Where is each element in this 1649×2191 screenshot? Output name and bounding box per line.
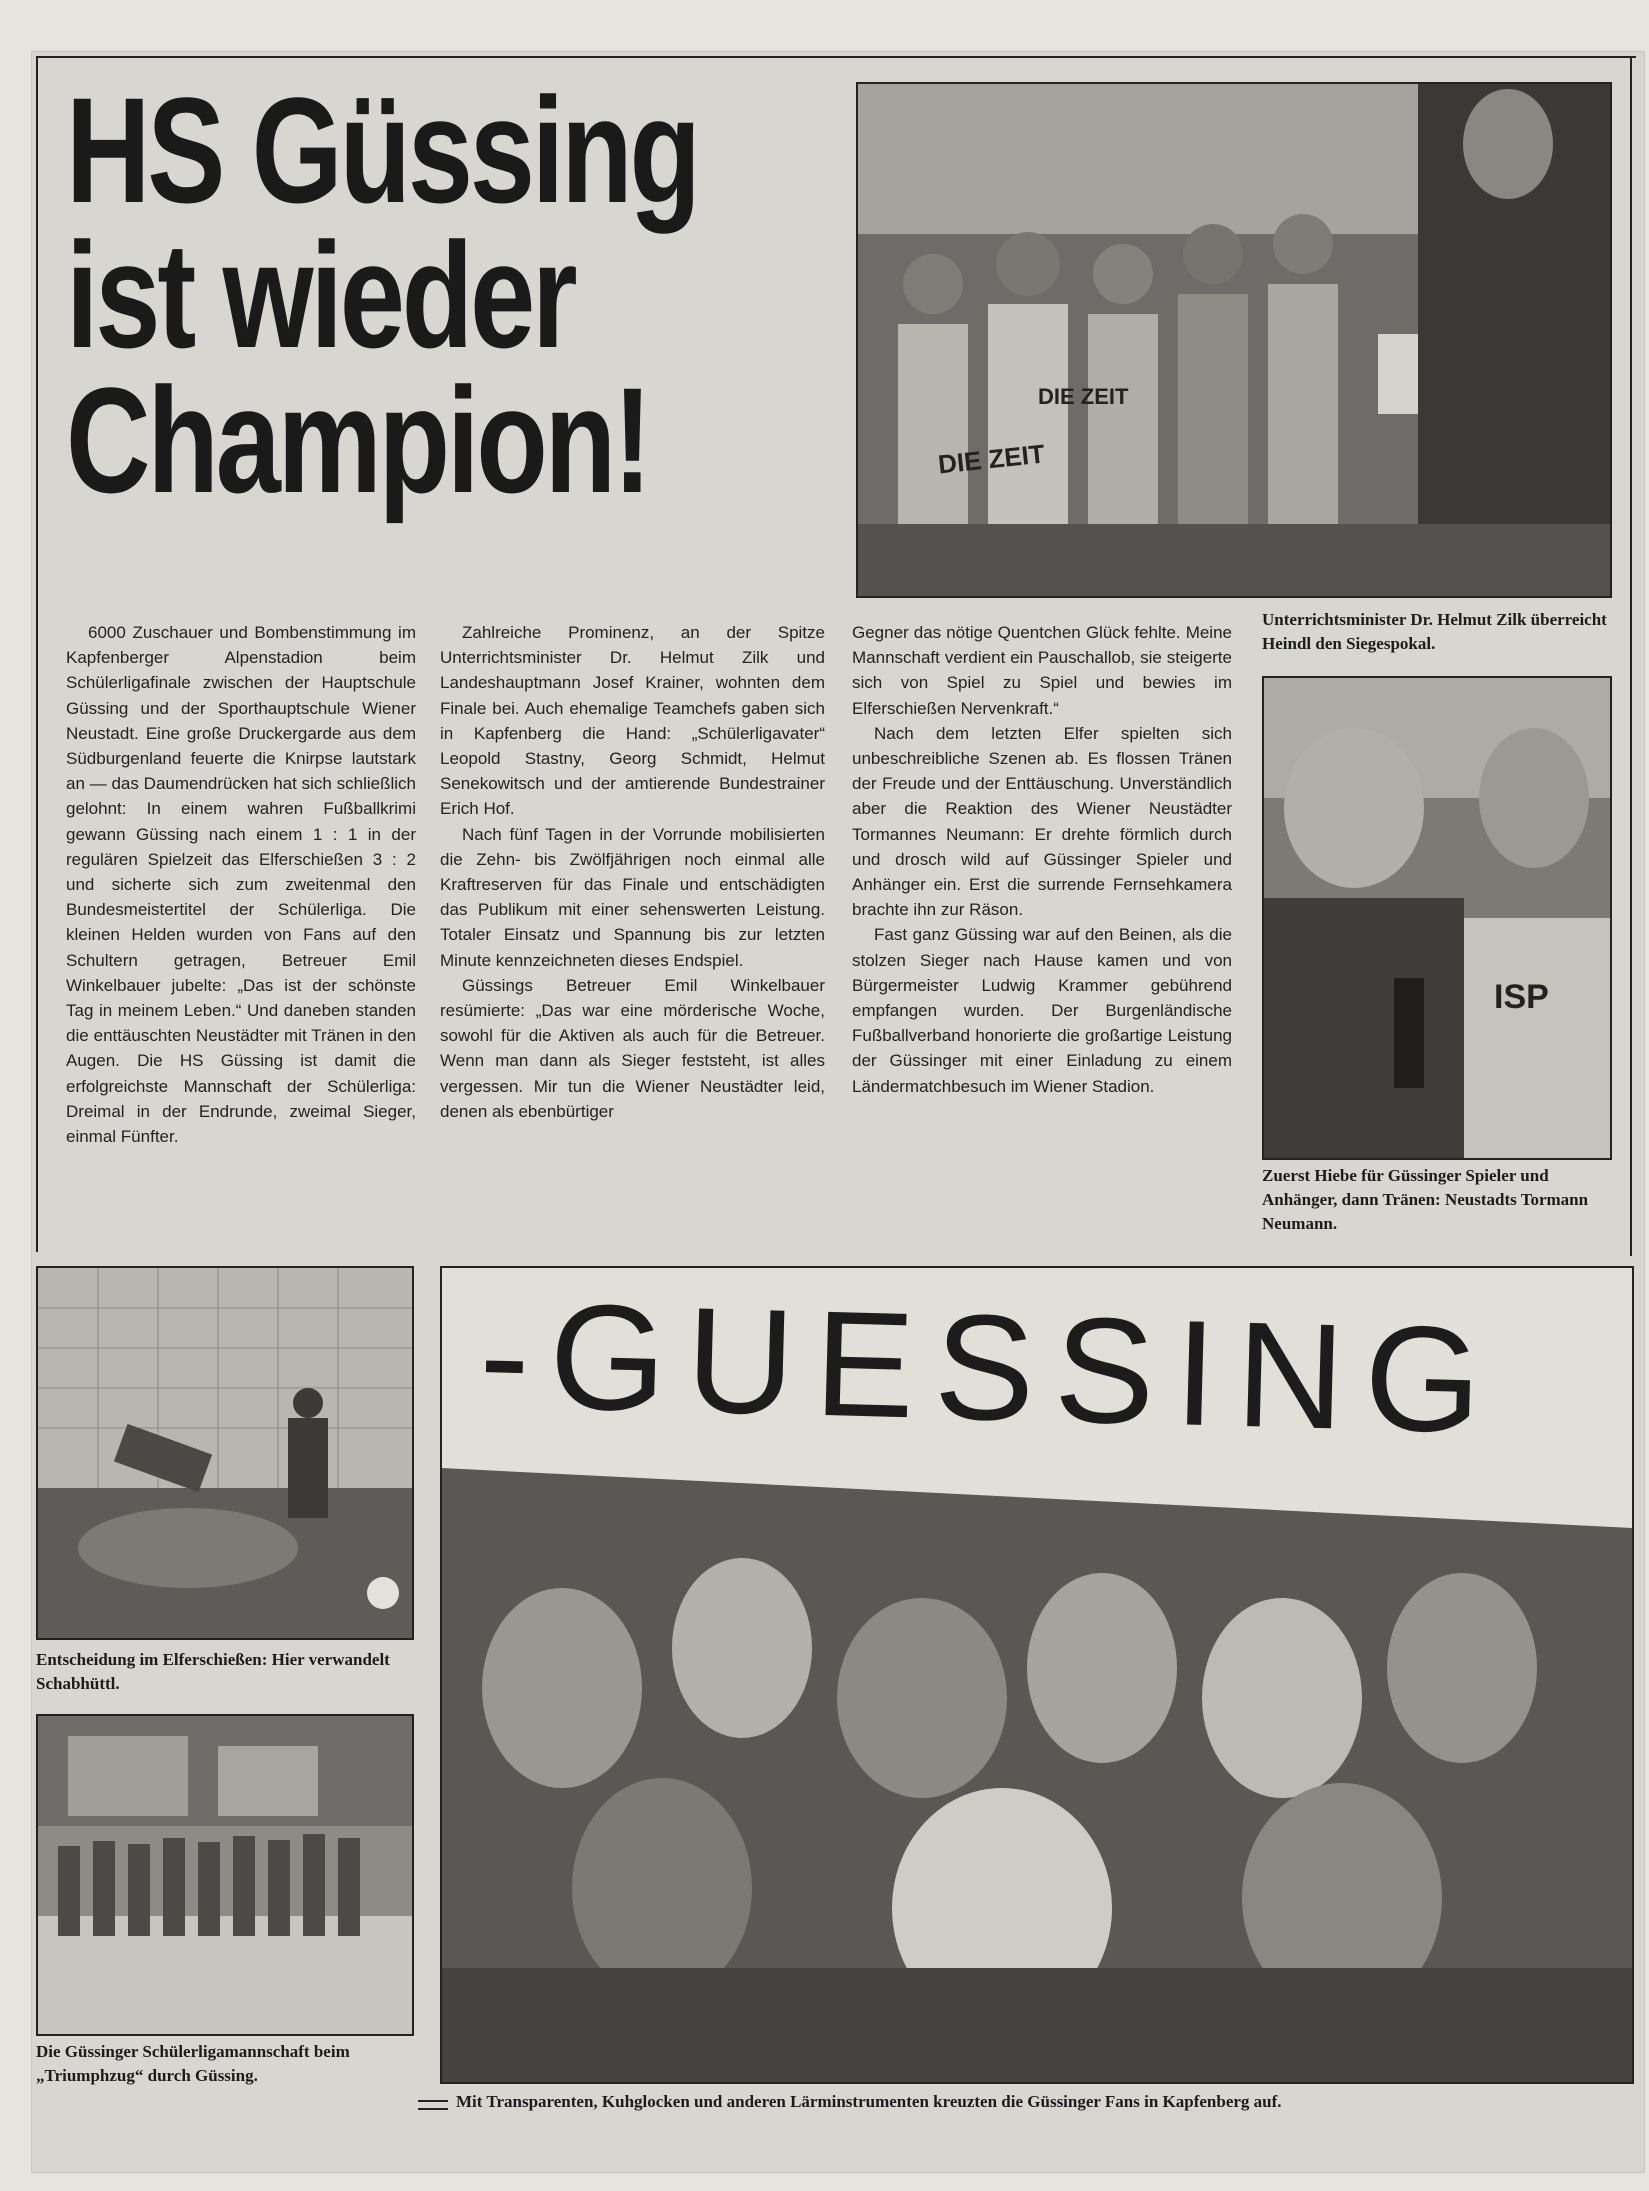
photo-trophy-presentation [856, 82, 1612, 598]
column-3-paragraph-2: Nach dem letzten Elfer spielten sich unbeschreibliche Szenen ab. Es flossen Tränen der Freude und der Enttäuschung. Unverständlich aber die Reaktion des Wiener Neustädter Tormannes Neumann: Er drehte förmlich durch und drosch wild auf Güssinger Spieler und Anhänger ein. Erst die surrende Fernsehkamera brachte ihn zur Räson. [852, 723, 1232, 920]
photo-penalty [36, 1266, 414, 1640]
left-rule [36, 56, 38, 1252]
jersey-text-1: DIE ZEIT [936, 438, 1047, 480]
caption-fans [456, 2092, 1649, 2112]
photo-fans-banner [440, 1266, 1634, 2084]
banner-lettering: -GUESSING [477, 1269, 1504, 1465]
caption-keeper: Zuerst Hiebe für Güssinger Spieler und Anhänger, dann Tränen: Neustadts Tormann Neumann. [1262, 1166, 1589, 1233]
caption-penalty: Entscheidung im Elferschießen: Hier verwandelt Schabhüttl. [36, 1650, 390, 1693]
article-column-3 [852, 620, 1232, 1099]
column-1-paragraph-1: 6000 Zuschauer und Bombenstimmung im Kapfenberger Alpenstadion beim Schülerligafinale zwischen der Hauptschule Güssing und der Sporthauptschule Wiener Neustadt. Eine große Druckergarde aus dem Südburgenland feuerte die Knirpse lautstark an — das Daumendrücken hat sich schließlich gelohnt: In einem wahren Fußballkrimi gewann Güssing nach einem 1 : 1 in der regulären Spielzeit das Elferschießen 3 : 2 und sicherte sich zum zweitenmal den Bundesmeistertitel der Schülerliga. Die kleinen Helden wurden von Fans auf den Schultern getragen, Betreuer Emil Winkelbauer jubelte: „Das ist der schönste Tag in meinem Leben.“ Und daneben standen die enttäuschten Neustädter mit Tränen in den Augen. Die HS Güssing ist damit die erfolgreichste Mannschaft der Schülerliga: Dreimal in der Endrunde, zweimal Sieger, einmal Fünfter. [66, 623, 416, 1147]
headline-line-2: ist wieder [66, 211, 575, 379]
headline [66, 66, 698, 524]
article-column-1 [66, 620, 416, 1149]
photo-keeper [1262, 676, 1612, 1160]
top-rule [36, 56, 1636, 58]
column-3-paragraph-1: Gegner das nötige Quentchen Glück fehlte. Meine Mannschaft verdient ein Pauschallob, sie steigerte sich von Spiel zu Spiel und bewies im Elferschießen Nervenkraft.“ [852, 623, 1232, 718]
caption-double-rule [418, 2100, 448, 2110]
headline-line-1: HS Güssing [66, 66, 698, 234]
column-2-paragraph-3: Güssings Betreuer Emil Winkelbauer resümierte: „Das war eine mörderische Woche, sowohl für die Aktiven als auch für die Betreuer. Wenn man dann als Sieger feststeht, ist alles vergessen. Mir tun die Wiener Neustädter leid, denen als ebenbürtiger [440, 975, 825, 1121]
photo-parade [36, 1714, 414, 2036]
right-rule [1630, 56, 1632, 1256]
column-3-paragraph-3: Fast ganz Güssing war auf den Beinen, als die stolzen Sieger nach Hause kamen und von Bürgermeister Ludwig Krammer gebührend empfangen wurden. Der Burgenländische Fußballverband honorierte die großartige Leistung der Güssinger mit einer Einladung zu einem Ländermatchbesuch im Wiener Stadion. [852, 925, 1232, 1096]
column-2-paragraph-1: Zahlreiche Prominenz, an der Spitze Unterrichtsminister Dr. Helmut Zilk und Landeshauptmann Josef Krainer, wohnten dem Finale bei. Auch ehemalige Teamchefs gaben sich in Kapfenberg die Hand: „Schülerligavater“ Leopold Stastny, Georg Schmidt, Helmut Senekowitsch und der amtierende Bundestrainer Erich Hof. [440, 623, 825, 819]
caption-trophy: Unterrichtsminister Dr. Helmut Zilk überreicht Heindl den Siegespokal. [1262, 610, 1607, 653]
article-column-2 [440, 620, 825, 1124]
column-2-paragraph-2: Nach fünf Tagen in der Vorrunde mobilisierten die Zehn- bis Zwölfjährigen noch einmal alle Kraftreserven für das Finale und entschädigten das Publikum mit einer sehenswerten Leistung. Totaler Einsatz und Spannung bis zur letzten Minute kennzeichneten dieses Endspiel. [440, 824, 825, 970]
caption-fans-text: Mit Transparenten, Kuhglocken und anderen Lärminstrumenten kreuzten die Güssinger Fans in Kapfenberg auf. [456, 2092, 1282, 2111]
jersey-text-2: DIE ZEIT [1038, 384, 1129, 409]
caption-parade: Die Güssinger Schülerligamannschaft beim „Triumphzug“ durch Güssing. [36, 2042, 350, 2085]
headline-line-3: Champion! [66, 356, 649, 524]
jersey-text-3: ISP [1494, 978, 1549, 1016]
